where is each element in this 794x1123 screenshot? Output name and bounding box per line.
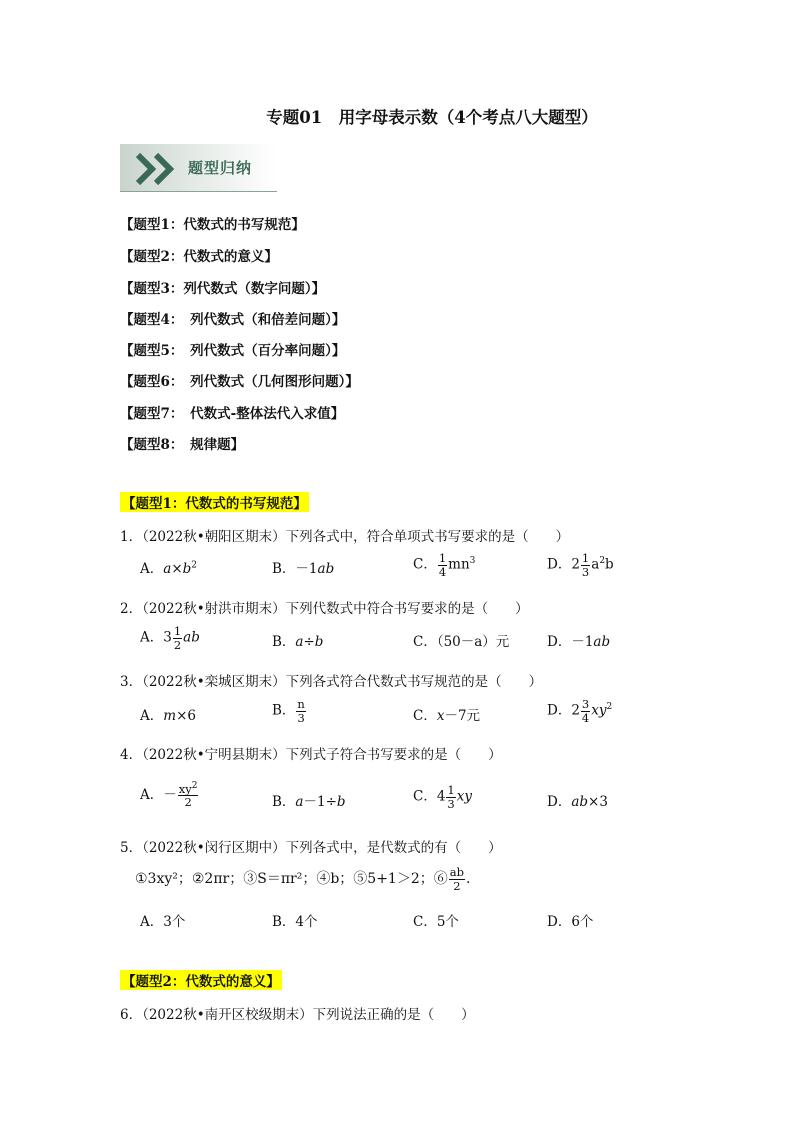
toc-item-4[interactable]: 【题型4： 列代数式（和倍差问题）】 bbox=[120, 312, 346, 328]
section-banner bbox=[120, 144, 277, 192]
toc-item-1[interactable]: 【题型1：代数式的书写规范】 bbox=[120, 217, 305, 233]
q2-option-a[interactable]: A．3 $\frac{1}{2}$ ab bbox=[140, 624, 200, 652]
q1-option-a[interactable]: A．$a\times b^2$ bbox=[140, 560, 198, 577]
section-heading-2: 【题型2：代数式的意义】 bbox=[120, 970, 282, 990]
page-title: 专题01 用字母表示数（4个考点八大题型） bbox=[266, 108, 598, 127]
q4-option-a[interactable]: A．－ $\frac{xy^2}{2}$ bbox=[140, 781, 198, 810]
question-1-stem: 1．（2022秋•朝阳区期末）下列各式中，符合单项式书写要求的是（ ） bbox=[120, 529, 570, 545]
toc-item-3[interactable]: 【题型3：列代数式（数字问题）】 bbox=[120, 281, 326, 297]
q1-option-d[interactable]: D．2 $\frac{1}{3}$ $a^2b$ bbox=[547, 551, 614, 579]
q4-option-b[interactable]: B．a－1÷b bbox=[272, 794, 346, 810]
banner-label: 题型归纳 bbox=[188, 159, 253, 177]
q5-option-d[interactable]: D．6个 bbox=[547, 914, 594, 930]
toc-item-5[interactable]: 【题型5： 列代数式（百分率问题）】 bbox=[120, 343, 346, 359]
q2-option-c[interactable]: C．（50－a）元 bbox=[413, 634, 510, 650]
q5-items: ①3xy²；②2πr；③S＝πr²；④b；⑤5+1＞2；⑥ $\frac{ab}{2}$ . bbox=[135, 865, 471, 893]
q3-option-d[interactable]: D．2 $\frac{3}{4}$ $xy^2$ bbox=[547, 697, 613, 725]
question-2-stem: 2．（2022秋•射洪市期末）下列代数式中符合书写要求的是（ ） bbox=[120, 601, 529, 617]
q2-option-d[interactable]: D．－1ab bbox=[547, 634, 611, 650]
toc-item-7[interactable]: 【题型7： 代数式-整体法代入求值】 bbox=[120, 406, 345, 422]
toc-item-8[interactable]: 【题型8： 规律题】 bbox=[120, 437, 245, 453]
toc-item-6[interactable]: 【题型6： 列代数式（几何图形问题）】 bbox=[120, 374, 359, 390]
q1-option-c[interactable]: C． $\frac{1}{4}$ $mn^3$ bbox=[413, 551, 476, 579]
question-3-stem: 3．（2022秋•栾城区期末）下列各式符合代数式书写规范的是（ ） bbox=[120, 674, 543, 690]
q3-option-b[interactable]: B． $\frac{n}{3}$ bbox=[272, 697, 305, 725]
question-4-stem: 4．（2022秋•宁明县期末）下列式子符合书写要求的是（ ） bbox=[120, 747, 502, 763]
section-heading-1: 【题型1：代数式的书写规范】 bbox=[120, 492, 309, 512]
q4-option-c[interactable]: C．4 $\frac{1}{3}$ xy bbox=[413, 783, 472, 811]
q5-option-b[interactable]: B．4个 bbox=[272, 914, 318, 930]
q1-option-b[interactable]: B．－1ab bbox=[272, 561, 335, 577]
toc-item-2[interactable]: 【题型2：代数式的意义】 bbox=[120, 249, 278, 265]
q3-option-c[interactable]: C．x－7元 bbox=[413, 708, 481, 724]
question-6-stem: 6．（2022秋•南开区校级期末）下列说法正确的是（ ） bbox=[120, 1007, 475, 1023]
q2-option-b[interactable]: B．a÷b bbox=[272, 634, 324, 650]
question-5-stem: 5．（2022秋•闵行区期中）下列各式中，是代数式的有（ ） bbox=[120, 840, 502, 856]
q5-option-c[interactable]: C．5个 bbox=[413, 914, 459, 930]
double-chevron-right-icon bbox=[134, 152, 178, 186]
q4-option-d[interactable]: D．ab×3 bbox=[547, 794, 608, 810]
banner-underline bbox=[120, 191, 277, 192]
q5-option-a[interactable]: A．3个 bbox=[140, 914, 186, 930]
q3-option-a[interactable]: A．m×6 bbox=[140, 708, 196, 724]
